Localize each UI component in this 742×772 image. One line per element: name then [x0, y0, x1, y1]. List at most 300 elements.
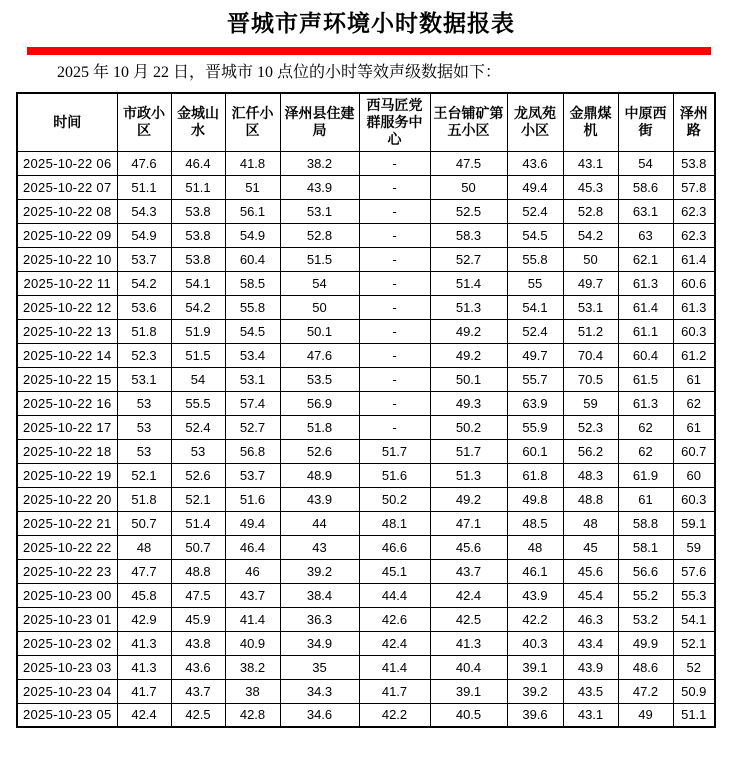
value-cell: 62.3 — [673, 199, 715, 223]
value-cell: - — [359, 151, 430, 175]
value-cell: 53 — [117, 391, 171, 415]
table-row — [17, 271, 715, 295]
value-cell: 51.1 — [673, 703, 715, 727]
table-row — [17, 535, 715, 559]
value-cell: 50 — [563, 247, 618, 271]
table-row — [17, 295, 715, 319]
time-cell: 2025-10-22 10 — [17, 247, 117, 271]
value-cell: - — [359, 343, 430, 367]
value-cell: 53.8 — [171, 247, 225, 271]
value-cell: 60.4 — [618, 343, 673, 367]
value-cell: 60.4 — [225, 247, 280, 271]
value-cell: 57.6 — [673, 559, 715, 583]
value-cell: 50 — [280, 295, 359, 319]
value-cell: 59.1 — [673, 511, 715, 535]
value-cell: 42.4 — [359, 631, 430, 655]
time-cell: 2025-10-22 17 — [17, 415, 117, 439]
table-row — [17, 247, 715, 271]
value-cell: 54.2 — [563, 223, 618, 247]
value-cell: 44.4 — [359, 583, 430, 607]
time-cell: 2025-10-22 18 — [17, 439, 117, 463]
time-cell: 2025-10-22 08 — [17, 199, 117, 223]
value-cell: 41.7 — [117, 679, 171, 703]
table-row — [17, 631, 715, 655]
table-row — [17, 439, 715, 463]
value-cell: 42.5 — [430, 607, 507, 631]
time-cell: 2025-10-22 23 — [17, 559, 117, 583]
value-cell: 49.3 — [430, 391, 507, 415]
time-cell: 2025-10-22 20 — [17, 487, 117, 511]
table-row — [17, 487, 715, 511]
value-cell: 63.9 — [507, 391, 563, 415]
value-cell: 54.1 — [171, 271, 225, 295]
value-cell: 61 — [673, 367, 715, 391]
value-cell: 54.2 — [117, 271, 171, 295]
value-cell: 54.3 — [117, 199, 171, 223]
value-cell: 49 — [618, 703, 673, 727]
table-row — [17, 583, 715, 607]
value-cell: 39.2 — [507, 679, 563, 703]
value-cell: 61 — [618, 487, 673, 511]
value-cell: 36.3 — [280, 607, 359, 631]
value-cell: 55.8 — [225, 295, 280, 319]
value-cell: 43.1 — [563, 151, 618, 175]
value-cell: 53.8 — [171, 199, 225, 223]
value-cell: 42.8 — [225, 703, 280, 727]
value-cell: 45.1 — [359, 559, 430, 583]
value-cell: 43.1 — [563, 703, 618, 727]
value-cell: 41.3 — [430, 631, 507, 655]
value-cell: 53 — [117, 439, 171, 463]
value-cell: 53.7 — [225, 463, 280, 487]
value-cell: 40.9 — [225, 631, 280, 655]
table-row — [17, 559, 715, 583]
time-cell: 2025-10-22 14 — [17, 343, 117, 367]
value-cell: 60.3 — [673, 319, 715, 343]
value-cell: 58.6 — [618, 175, 673, 199]
value-cell: 34.6 — [280, 703, 359, 727]
value-cell: 61.4 — [618, 295, 673, 319]
value-cell: 52.3 — [117, 343, 171, 367]
value-cell: 54.9 — [117, 223, 171, 247]
value-cell: 49.2 — [430, 487, 507, 511]
value-cell: 43.9 — [280, 175, 359, 199]
table-row — [17, 175, 715, 199]
value-cell: 46.6 — [359, 535, 430, 559]
value-cell: 61.3 — [618, 271, 673, 295]
value-cell: 55.9 — [507, 415, 563, 439]
value-cell: 48 — [507, 535, 563, 559]
value-cell: 52.8 — [280, 223, 359, 247]
value-cell: 54.5 — [225, 319, 280, 343]
value-cell: 55.5 — [171, 391, 225, 415]
value-cell: 50.7 — [171, 535, 225, 559]
table-row — [17, 391, 715, 415]
value-cell: 35 — [280, 655, 359, 679]
value-cell: 49.2 — [430, 343, 507, 367]
value-cell: 53.6 — [117, 295, 171, 319]
value-cell: 41.8 — [225, 151, 280, 175]
value-cell: 62.3 — [673, 223, 715, 247]
value-cell: 43.5 — [563, 679, 618, 703]
value-cell: 54.9 — [225, 223, 280, 247]
value-cell: 45.3 — [563, 175, 618, 199]
time-cell: 2025-10-23 00 — [17, 583, 117, 607]
table-row — [17, 199, 715, 223]
column-header: 金鼎煤机 — [563, 93, 618, 151]
value-cell: 54.2 — [171, 295, 225, 319]
value-cell: 49.7 — [507, 343, 563, 367]
column-header: 时间 — [17, 93, 117, 151]
value-cell: 47.6 — [280, 343, 359, 367]
value-cell: 49.4 — [225, 511, 280, 535]
value-cell: 51.5 — [171, 343, 225, 367]
value-cell: 49.8 — [507, 487, 563, 511]
table-row — [17, 679, 715, 703]
value-cell: 58.1 — [618, 535, 673, 559]
value-cell: 61.8 — [507, 463, 563, 487]
value-cell: 54 — [618, 151, 673, 175]
value-cell: 43.7 — [430, 559, 507, 583]
column-header: 市政小区 — [117, 93, 171, 151]
value-cell: 53.1 — [563, 295, 618, 319]
value-cell: 40.5 — [430, 703, 507, 727]
value-cell: 52.7 — [225, 415, 280, 439]
value-cell: 58.8 — [618, 511, 673, 535]
time-cell: 2025-10-22 09 — [17, 223, 117, 247]
value-cell: - — [359, 391, 430, 415]
table-row — [17, 343, 715, 367]
value-cell: 43.8 — [171, 631, 225, 655]
time-cell: 2025-10-22 21 — [17, 511, 117, 535]
value-cell: 53.5 — [280, 367, 359, 391]
value-cell: 51.7 — [359, 439, 430, 463]
value-cell: 70.4 — [563, 343, 618, 367]
value-cell: 47.2 — [618, 679, 673, 703]
value-cell: 45.6 — [430, 535, 507, 559]
value-cell: 46.1 — [507, 559, 563, 583]
value-cell: 52.6 — [280, 439, 359, 463]
table-row — [17, 511, 715, 535]
value-cell: 42.5 — [171, 703, 225, 727]
value-cell: 47.5 — [430, 151, 507, 175]
value-cell: 48.8 — [171, 559, 225, 583]
value-cell: 43.4 — [563, 631, 618, 655]
value-cell: 41.4 — [359, 655, 430, 679]
value-cell: 53.2 — [618, 607, 673, 631]
value-cell: 41.7 — [359, 679, 430, 703]
page-title: 晋城市声环境小时数据报表 — [227, 11, 515, 36]
value-cell: 50.1 — [280, 319, 359, 343]
table-row — [17, 655, 715, 679]
value-cell: 52.3 — [563, 415, 618, 439]
value-cell: 52.4 — [507, 319, 563, 343]
value-cell: 59 — [673, 535, 715, 559]
value-cell: 52.1 — [673, 631, 715, 655]
value-cell: 50.2 — [430, 415, 507, 439]
value-cell: 48.8 — [563, 487, 618, 511]
value-cell: 52 — [673, 655, 715, 679]
value-cell: 38 — [225, 679, 280, 703]
value-cell: 51.6 — [359, 463, 430, 487]
value-cell: 39.6 — [507, 703, 563, 727]
value-cell: - — [359, 415, 430, 439]
value-cell: 41.3 — [117, 631, 171, 655]
time-cell: 2025-10-22 15 — [17, 367, 117, 391]
value-cell: 61.3 — [673, 295, 715, 319]
value-cell: 40.4 — [430, 655, 507, 679]
value-cell: 51.5 — [280, 247, 359, 271]
value-cell: 61 — [673, 415, 715, 439]
value-cell: 42.4 — [117, 703, 171, 727]
value-cell: 45.4 — [563, 583, 618, 607]
value-cell: 60.3 — [673, 487, 715, 511]
value-cell: 53.1 — [280, 199, 359, 223]
value-cell: 52.6 — [171, 463, 225, 487]
value-cell: 49.9 — [618, 631, 673, 655]
value-cell: 42.4 — [430, 583, 507, 607]
table-body — [17, 151, 715, 727]
table-row — [17, 415, 715, 439]
time-cell: 2025-10-22 07 — [17, 175, 117, 199]
value-cell: 60.6 — [673, 271, 715, 295]
time-cell: 2025-10-22 11 — [17, 271, 117, 295]
value-cell: 38.4 — [280, 583, 359, 607]
value-cell: 61.3 — [618, 391, 673, 415]
value-cell: 45.6 — [563, 559, 618, 583]
value-cell: 46.3 — [563, 607, 618, 631]
value-cell: 47.1 — [430, 511, 507, 535]
value-cell: 52.4 — [171, 415, 225, 439]
value-cell: 39.2 — [280, 559, 359, 583]
value-cell: 50 — [430, 175, 507, 199]
value-cell: 51.9 — [171, 319, 225, 343]
value-cell: 55 — [507, 271, 563, 295]
value-cell: 56.9 — [280, 391, 359, 415]
time-cell: 2025-10-22 16 — [17, 391, 117, 415]
column-header: 中原西街 — [618, 93, 673, 151]
value-cell: 62.1 — [618, 247, 673, 271]
value-cell: 49.4 — [507, 175, 563, 199]
value-cell: 43.9 — [280, 487, 359, 511]
value-cell: 51.4 — [171, 511, 225, 535]
value-cell: 54 — [280, 271, 359, 295]
value-cell: 62 — [673, 391, 715, 415]
column-header: 泽州路 — [673, 93, 715, 151]
value-cell: 53 — [117, 415, 171, 439]
value-cell: 61.9 — [618, 463, 673, 487]
value-cell: - — [359, 175, 430, 199]
value-cell: 50.9 — [673, 679, 715, 703]
value-cell: 52.5 — [430, 199, 507, 223]
noise-data-table — [16, 92, 716, 728]
value-cell: 58.3 — [430, 223, 507, 247]
table-row — [17, 319, 715, 343]
value-cell: 60.1 — [507, 439, 563, 463]
value-cell: 50.2 — [359, 487, 430, 511]
column-header: 王台铺矿第五小区 — [430, 93, 507, 151]
value-cell: 52.1 — [117, 463, 171, 487]
value-cell: 63 — [618, 223, 673, 247]
value-cell: 43.9 — [507, 583, 563, 607]
column-header: 西马匠党群服务中心 — [359, 93, 430, 151]
time-cell: 2025-10-23 03 — [17, 655, 117, 679]
table-row — [17, 223, 715, 247]
value-cell: 57.4 — [225, 391, 280, 415]
value-cell: 56.6 — [618, 559, 673, 583]
report-subtitle: 2025 年 10 月 22 日，晋城市 10 点位的小时等效声级数据如下： — [57, 64, 502, 81]
value-cell: - — [359, 319, 430, 343]
value-cell: - — [359, 367, 430, 391]
value-cell: 47.6 — [117, 151, 171, 175]
value-cell: 48.1 — [359, 511, 430, 535]
value-cell: 62 — [618, 415, 673, 439]
value-cell: 48.5 — [507, 511, 563, 535]
value-cell: 53.1 — [117, 367, 171, 391]
value-cell: 42.2 — [507, 607, 563, 631]
time-cell: 2025-10-23 02 — [17, 631, 117, 655]
value-cell: 45 — [563, 535, 618, 559]
column-header: 龙凤苑小区 — [507, 93, 563, 151]
value-cell: 38.2 — [225, 655, 280, 679]
value-cell: 51.2 — [563, 319, 618, 343]
table-row — [17, 703, 715, 727]
value-cell: 41.4 — [225, 607, 280, 631]
value-cell: 57.8 — [673, 175, 715, 199]
value-cell: - — [359, 223, 430, 247]
value-cell: 51.1 — [117, 175, 171, 199]
value-cell: 61.1 — [618, 319, 673, 343]
value-cell: 53.8 — [171, 223, 225, 247]
value-cell: 59 — [563, 391, 618, 415]
value-cell: 51.8 — [117, 319, 171, 343]
value-cell: 48.9 — [280, 463, 359, 487]
header-row — [17, 93, 715, 151]
value-cell: 51 — [225, 175, 280, 199]
value-cell: 46 — [225, 559, 280, 583]
value-cell: 44 — [280, 511, 359, 535]
value-cell: 51.8 — [280, 415, 359, 439]
value-cell: 55.7 — [507, 367, 563, 391]
time-cell: 2025-10-22 22 — [17, 535, 117, 559]
value-cell: 51.6 — [225, 487, 280, 511]
value-cell: 56.8 — [225, 439, 280, 463]
value-cell: 55.8 — [507, 247, 563, 271]
time-cell: 2025-10-23 01 — [17, 607, 117, 631]
value-cell: 43.9 — [563, 655, 618, 679]
value-cell: 43.6 — [171, 655, 225, 679]
value-cell: 50.7 — [117, 511, 171, 535]
value-cell: 51.7 — [430, 439, 507, 463]
value-cell: 51.1 — [171, 175, 225, 199]
value-cell: - — [359, 295, 430, 319]
table-row — [17, 151, 715, 175]
value-cell: 51.3 — [430, 295, 507, 319]
value-cell: 34.3 — [280, 679, 359, 703]
value-cell: 62 — [618, 439, 673, 463]
value-cell: 52.8 — [563, 199, 618, 223]
value-cell: 70.5 — [563, 367, 618, 391]
value-cell: 52.7 — [430, 247, 507, 271]
value-cell: 56.2 — [563, 439, 618, 463]
value-cell: 55.2 — [618, 583, 673, 607]
value-cell: 43.6 — [507, 151, 563, 175]
value-cell: 61.2 — [673, 343, 715, 367]
value-cell: 48 — [563, 511, 618, 535]
value-cell: 42.9 — [117, 607, 171, 631]
value-cell: 46.4 — [225, 535, 280, 559]
value-cell: 53.1 — [225, 367, 280, 391]
value-cell: 51.4 — [430, 271, 507, 295]
value-cell: 60 — [673, 463, 715, 487]
value-cell: 48.3 — [563, 463, 618, 487]
column-header: 汇仟小区 — [225, 93, 280, 151]
value-cell: - — [359, 199, 430, 223]
time-cell: 2025-10-22 12 — [17, 295, 117, 319]
value-cell: 49.7 — [563, 271, 618, 295]
value-cell: 39.1 — [507, 655, 563, 679]
value-cell: 55.3 — [673, 583, 715, 607]
time-cell: 2025-10-22 13 — [17, 319, 117, 343]
value-cell: 48 — [117, 535, 171, 559]
value-cell: 53.8 — [673, 151, 715, 175]
value-cell: 45.8 — [117, 583, 171, 607]
value-cell: 63.1 — [618, 199, 673, 223]
value-cell: 38.2 — [280, 151, 359, 175]
value-cell: 42.6 — [359, 607, 430, 631]
time-cell: 2025-10-22 06 — [17, 151, 117, 175]
time-cell: 2025-10-22 19 — [17, 463, 117, 487]
value-cell: 61.5 — [618, 367, 673, 391]
value-cell: 51.8 — [117, 487, 171, 511]
value-cell: 53 — [171, 439, 225, 463]
value-cell: 56.1 — [225, 199, 280, 223]
value-cell: 43.7 — [171, 679, 225, 703]
value-cell: 34.9 — [280, 631, 359, 655]
value-cell: 39.1 — [430, 679, 507, 703]
value-cell: 52.4 — [507, 199, 563, 223]
time-cell: 2025-10-23 04 — [17, 679, 117, 703]
value-cell: 48.6 — [618, 655, 673, 679]
value-cell: 49.2 — [430, 319, 507, 343]
value-cell: 50.1 — [430, 367, 507, 391]
value-cell: 46.4 — [171, 151, 225, 175]
column-header: 泽州县住建局 — [280, 93, 359, 151]
value-cell: 54.1 — [673, 607, 715, 631]
value-cell: 54.1 — [507, 295, 563, 319]
value-cell: 53.7 — [117, 247, 171, 271]
value-cell: - — [359, 247, 430, 271]
column-header: 金城山水 — [171, 93, 225, 151]
value-cell: 43.7 — [225, 583, 280, 607]
value-cell: 47.7 — [117, 559, 171, 583]
table-row — [17, 463, 715, 487]
value-cell: 54.5 — [507, 223, 563, 247]
value-cell: 42.2 — [359, 703, 430, 727]
value-cell: - — [359, 271, 430, 295]
value-cell: 45.9 — [171, 607, 225, 631]
table-row — [17, 607, 715, 631]
value-cell: 61.4 — [673, 247, 715, 271]
value-cell: 40.3 — [507, 631, 563, 655]
table-row — [17, 367, 715, 391]
value-cell: 43 — [280, 535, 359, 559]
time-cell: 2025-10-23 05 — [17, 703, 117, 727]
value-cell: 52.1 — [171, 487, 225, 511]
value-cell: 53.4 — [225, 343, 280, 367]
value-cell: 54 — [171, 367, 225, 391]
value-cell: 51.3 — [430, 463, 507, 487]
